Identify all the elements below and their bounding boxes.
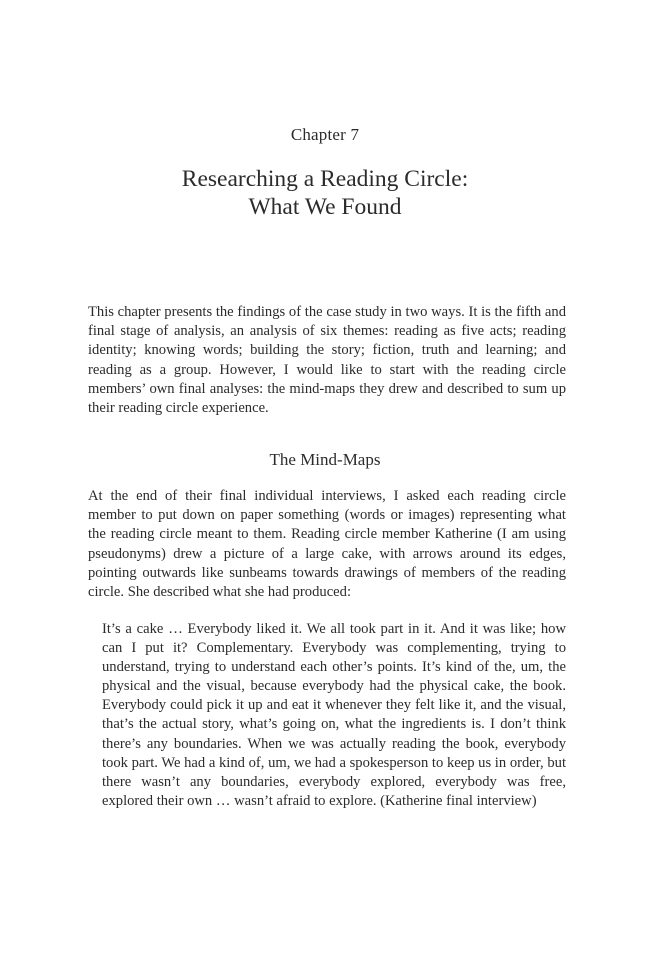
chapter-title <box>0 165 650 221</box>
chapter-title-line-2: What We Found <box>248 194 402 220</box>
body-paragraph: At the end of their final individual interviews, I asked each reading circle member to put down on paper something (words or images) representing what the reading circle meant to them. Reading circle member Katherine (I am using pseudonyms) drew a picture of a large cake, with arrows around its edges, pointing outwards like sunbeams towards drawings of members of the reading circle. She described what she had produced: <box>88 488 566 601</box>
chapter-label: Chapter 7 <box>290 125 360 144</box>
block-quote: It’s a cake … Everybody liked it. We all took part in it. And it was like; how can I put it? Complementary. Everybody was complementing, trying to understand, trying to understand each other’s points. It’s kind of the, um, the physical and the visual, because everybody had the physical cake, the book. Everybody could pick it up and eat it whenever they felt like it, and the visual, that’s the actual story, what’s going on, what the ingredients is. I don’t think there’s any boundaries. When we was actually reading the book, everybody took part. We had a kind of, um, we had a spokesperson to keep us in order, but there wasn’t any boundaries, everybody explored, everybody was free, explored their own … wasn’t afraid to explore. (Katherine final interview) <box>102 621 566 809</box>
chapter-title-line-1: Researching a Reading Circle: <box>181 166 469 192</box>
section-heading: The Mind-Maps <box>269 450 381 469</box>
intro-paragraph: This chapter presents the findings of the case study in two ways. It is the fifth and final stage of analysis, an analysis of six themes: reading as five acts; reading identity; knowing words; building the story; fiction, truth and learning; and reading as a group. However, I would like to start with the reading circle members’ own final analyses: the mind-maps they drew and described to sum up their reading circle experience. <box>88 304 566 417</box>
